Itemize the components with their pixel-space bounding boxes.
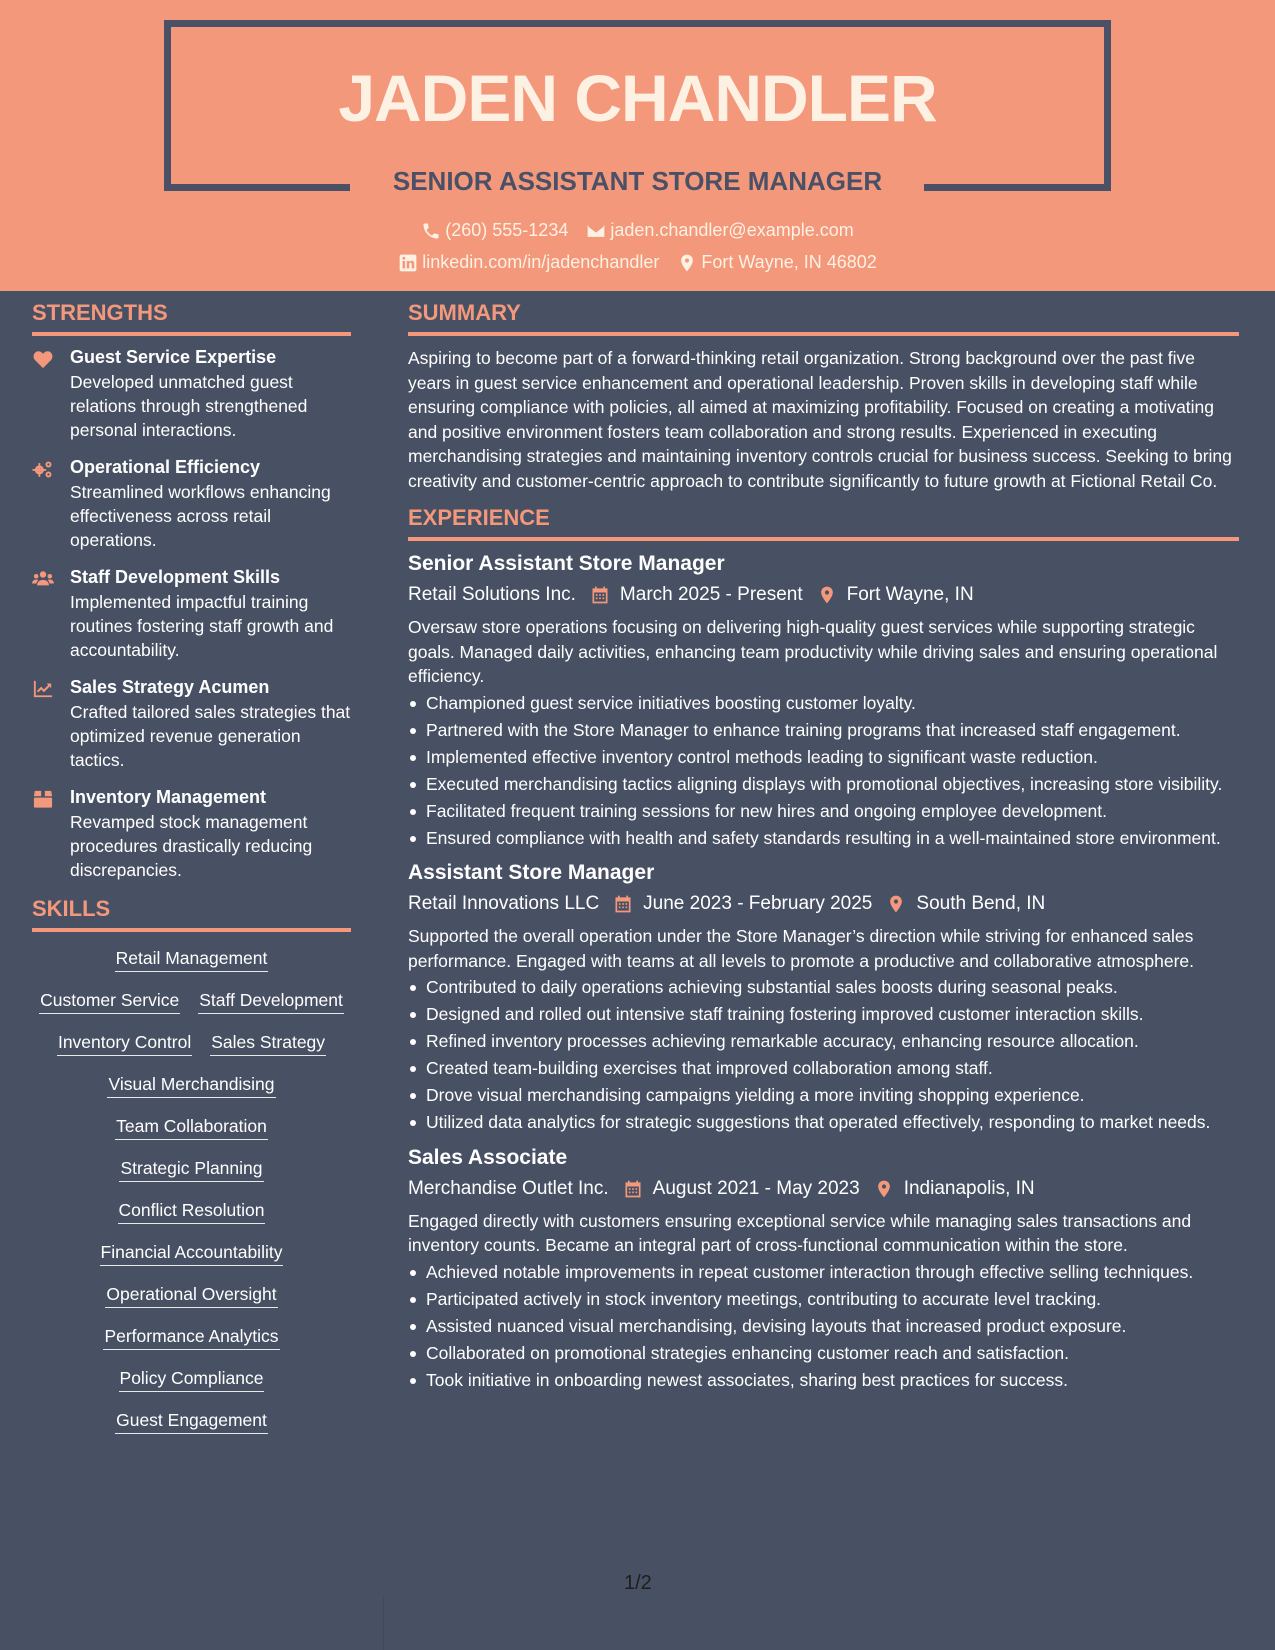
- skill-tag: Customer Service: [39, 988, 180, 1014]
- linkedin-icon: [398, 253, 418, 273]
- calendar-icon: [590, 585, 610, 605]
- job-entry: [408, 860, 1239, 1135]
- bullet-item: Created team-building exercises that improved collaboration among staff.: [408, 1056, 1239, 1081]
- email-text: jaden.chandler@example.com: [610, 220, 854, 240]
- skill-tag: Performance Analytics: [103, 1324, 279, 1350]
- job-dates: August 2021 - May 2023: [652, 1177, 860, 1199]
- strength-desc: Developed unmatched guest relations through strengthened personal interactions.: [70, 372, 308, 440]
- job-meta: [408, 582, 1239, 608]
- strength-desc: Revamped stock management procedures drastically reducing discrepancies.: [70, 812, 313, 880]
- job-title: Sales Associate: [408, 1145, 568, 1169]
- job-company: Retail Innovations LLC: [408, 893, 600, 914]
- bullet-item: Collaborated on promotional strategies enhancing customer reach and satisfaction.: [408, 1341, 1239, 1366]
- page-number: 1/2: [624, 1572, 652, 1594]
- strength-item: [32, 346, 351, 442]
- candidate-name: JADEN CHANDLER: [338, 61, 937, 135]
- strength-title: Guest Service Expertise: [70, 347, 277, 367]
- bullet-item: Implemented effective inventory control methods leading to significant waste reduction.: [408, 745, 1239, 770]
- job-location: Indianapolis, IN: [903, 1177, 1035, 1199]
- skill-tag: Visual Merchandising: [107, 1072, 275, 1098]
- strength-title: Staff Development Skills: [70, 567, 281, 587]
- strength-item: [32, 676, 351, 772]
- skills-heading: SKILLS: [32, 896, 351, 932]
- job-meta: [408, 891, 1239, 917]
- calendar-icon: [623, 1179, 643, 1199]
- job-company: Retail Solutions Inc.: [408, 584, 576, 605]
- left-column: [32, 300, 351, 1434]
- job-title: Assistant Store Manager: [408, 861, 655, 884]
- job-bullets: [408, 975, 1239, 1135]
- strength-title: Inventory Management: [70, 787, 267, 807]
- job-description: Engaged directly with customers ensuring exceptional service while managing sales transactions and inventory counts. Became an integral part of cross-functional communication within the store.: [408, 1210, 1192, 1255]
- bullet-item: Assisted nuanced visual merchandising, devising layouts that increased product exposure.: [408, 1314, 1239, 1339]
- contact-row-2: [0, 252, 1275, 273]
- contact-phone[interactable]: [421, 220, 568, 241]
- skill-tag: Policy Compliance: [119, 1366, 265, 1392]
- location-text: Fort Wayne, IN 46802: [701, 252, 877, 272]
- contact-row-1: [0, 220, 1275, 241]
- skill-tag: Conflict Resolution: [118, 1198, 266, 1224]
- job-description: Oversaw store operations focusing on delivering high-quality guest services while supporting strategic goals. Managed daily activities, enhancing team productivity while driving sales and ensuring operational efficiency.: [408, 617, 1218, 686]
- strength-item: [32, 456, 351, 552]
- skill-tag: Sales Strategy: [210, 1030, 326, 1056]
- job-meta: [408, 1176, 1239, 1202]
- skill-tag: Inventory Control: [57, 1030, 192, 1056]
- skill-tag: Staff Development: [198, 988, 344, 1014]
- box-icon: [32, 789, 54, 809]
- bullet-item: Drove visual merchandising campaigns yielding a more inviting shopping experience.: [408, 1083, 1239, 1108]
- experience-heading: EXPERIENCE: [408, 505, 1239, 541]
- phone-icon: [421, 221, 441, 241]
- bullet-item: Designed and rolled out intensive staff training fostering improved customer interaction skills.: [408, 1002, 1239, 1027]
- column-divider: [383, 1595, 384, 1650]
- job-title: Senior Assistant Store Manager: [408, 552, 725, 575]
- bullet-item: Participated actively in stock inventory meetings, contributing to accurate level tracking.: [408, 1287, 1239, 1312]
- job-description: Supported the overall operation under the Store Manager’s direction while striving for enhanced sales performance. Engaged with teams at all levels to promote a productive and collaborative atmosphere.: [408, 926, 1194, 971]
- gears-icon: [32, 459, 54, 479]
- bullet-item: Partnered with the Store Manager to enhance training programs that increased staff engagement.: [408, 718, 1239, 743]
- bullet-item: Contributed to daily operations achieving substantial sales boosts during seasonal peaks.: [408, 975, 1239, 1000]
- calendar-icon: [613, 894, 633, 914]
- strength-title: Operational Efficiency: [70, 457, 261, 477]
- job-entry: [408, 551, 1239, 850]
- job-location: South Bend, IN: [916, 893, 1046, 914]
- candidate-title: SENIOR ASSISTANT STORE MANAGER: [392, 166, 883, 196]
- phone-text: (260) 555-1234: [445, 220, 569, 240]
- bullet-item: Took initiative in onboarding newest associates, sharing best practices for success.: [408, 1368, 1239, 1393]
- skills-list: [32, 946, 351, 1434]
- envelope-icon: [586, 221, 606, 241]
- skill-tag: Financial Accountability: [100, 1240, 284, 1266]
- contact-linkedin[interactable]: [398, 252, 659, 273]
- right-column: [408, 300, 1239, 1402]
- bullet-item: Facilitated frequent training sessions for new hires and ongoing employee development.: [408, 799, 1239, 824]
- job-company: Merchandise Outlet Inc.: [408, 1177, 609, 1199]
- heart-icon: [32, 349, 54, 369]
- bullet-item: Achieved notable improvements in repeat customer interaction through effective selling techniques.: [408, 1260, 1239, 1285]
- skill-tag: Team Collaboration: [115, 1114, 268, 1140]
- users-icon: [32, 569, 54, 589]
- chart-line-icon: [32, 679, 54, 699]
- skill-tag: Operational Oversight: [105, 1282, 277, 1308]
- bullet-item: Championed guest service initiatives boosting customer loyalty.: [408, 691, 1239, 716]
- contact-location: [677, 252, 876, 273]
- job-dates: June 2023 - February 2025: [643, 893, 873, 914]
- strength-desc: Crafted tailored sales strategies that optimized revenue generation tactics.: [70, 702, 351, 770]
- job-dates: March 2025 - Present: [619, 584, 803, 605]
- bullet-item: Refined inventory processes achieving remarkable accuracy, enhancing resource allocation.: [408, 1029, 1239, 1054]
- map-pin-icon: [886, 894, 906, 914]
- strength-item: [32, 566, 351, 662]
- job-bullets: [408, 691, 1239, 851]
- summary-text: Aspiring to become part of a forward-thinking retail organization. Strong background over the past five years in guest service enhancement and operational leadership. Proven skills in developing staff while ensuring compliance with policies, all aimed at maximizing profitability. Focused on creating a motivating and positive environment fosters team collaboration and strong results. Experienced in executing merchandising strategies and maintaining inventory controls crucial for business success. Seeking to bring creativity and customer-centric approach to contribute significantly to future growth at Fictional Retail Co.: [408, 348, 1232, 491]
- skill-tag: Strategic Planning: [119, 1156, 263, 1182]
- bullet-item: Executed merchandising tactics aligning displays with promotional objectives, increasing store visibility.: [408, 772, 1239, 797]
- job-entry: [408, 1145, 1239, 1393]
- bullet-item: Ensured compliance with health and safety standards resulting in a well-maintained store environment.: [408, 826, 1239, 851]
- map-pin-icon: [874, 1179, 894, 1199]
- strength-desc: Implemented impactful training routines fostering staff growth and accountability.: [70, 592, 334, 660]
- skill-tag: Guest Engagement: [115, 1408, 268, 1434]
- linkedin-text: linkedin.com/in/jadenchandler: [422, 252, 660, 272]
- strength-item: [32, 786, 351, 882]
- map-pin-icon: [677, 253, 697, 273]
- summary-heading: SUMMARY: [408, 300, 1239, 336]
- job-bullets: [408, 1260, 1239, 1393]
- strength-title: Sales Strategy Acumen: [70, 677, 270, 697]
- contact-email[interactable]: [586, 220, 853, 241]
- strength-desc: Streamlined workflows enhancing effectiveness across retail operations.: [70, 482, 331, 550]
- skill-tag: Retail Management: [115, 946, 269, 972]
- resume-header: [0, 0, 1275, 291]
- job-location: Fort Wayne, IN: [846, 584, 974, 605]
- map-pin-icon: [817, 585, 837, 605]
- bullet-item: Utilized data analytics for strategic suggestions that operated effectively, responding to market needs.: [408, 1110, 1239, 1135]
- strengths-heading: STRENGTHS: [32, 300, 351, 336]
